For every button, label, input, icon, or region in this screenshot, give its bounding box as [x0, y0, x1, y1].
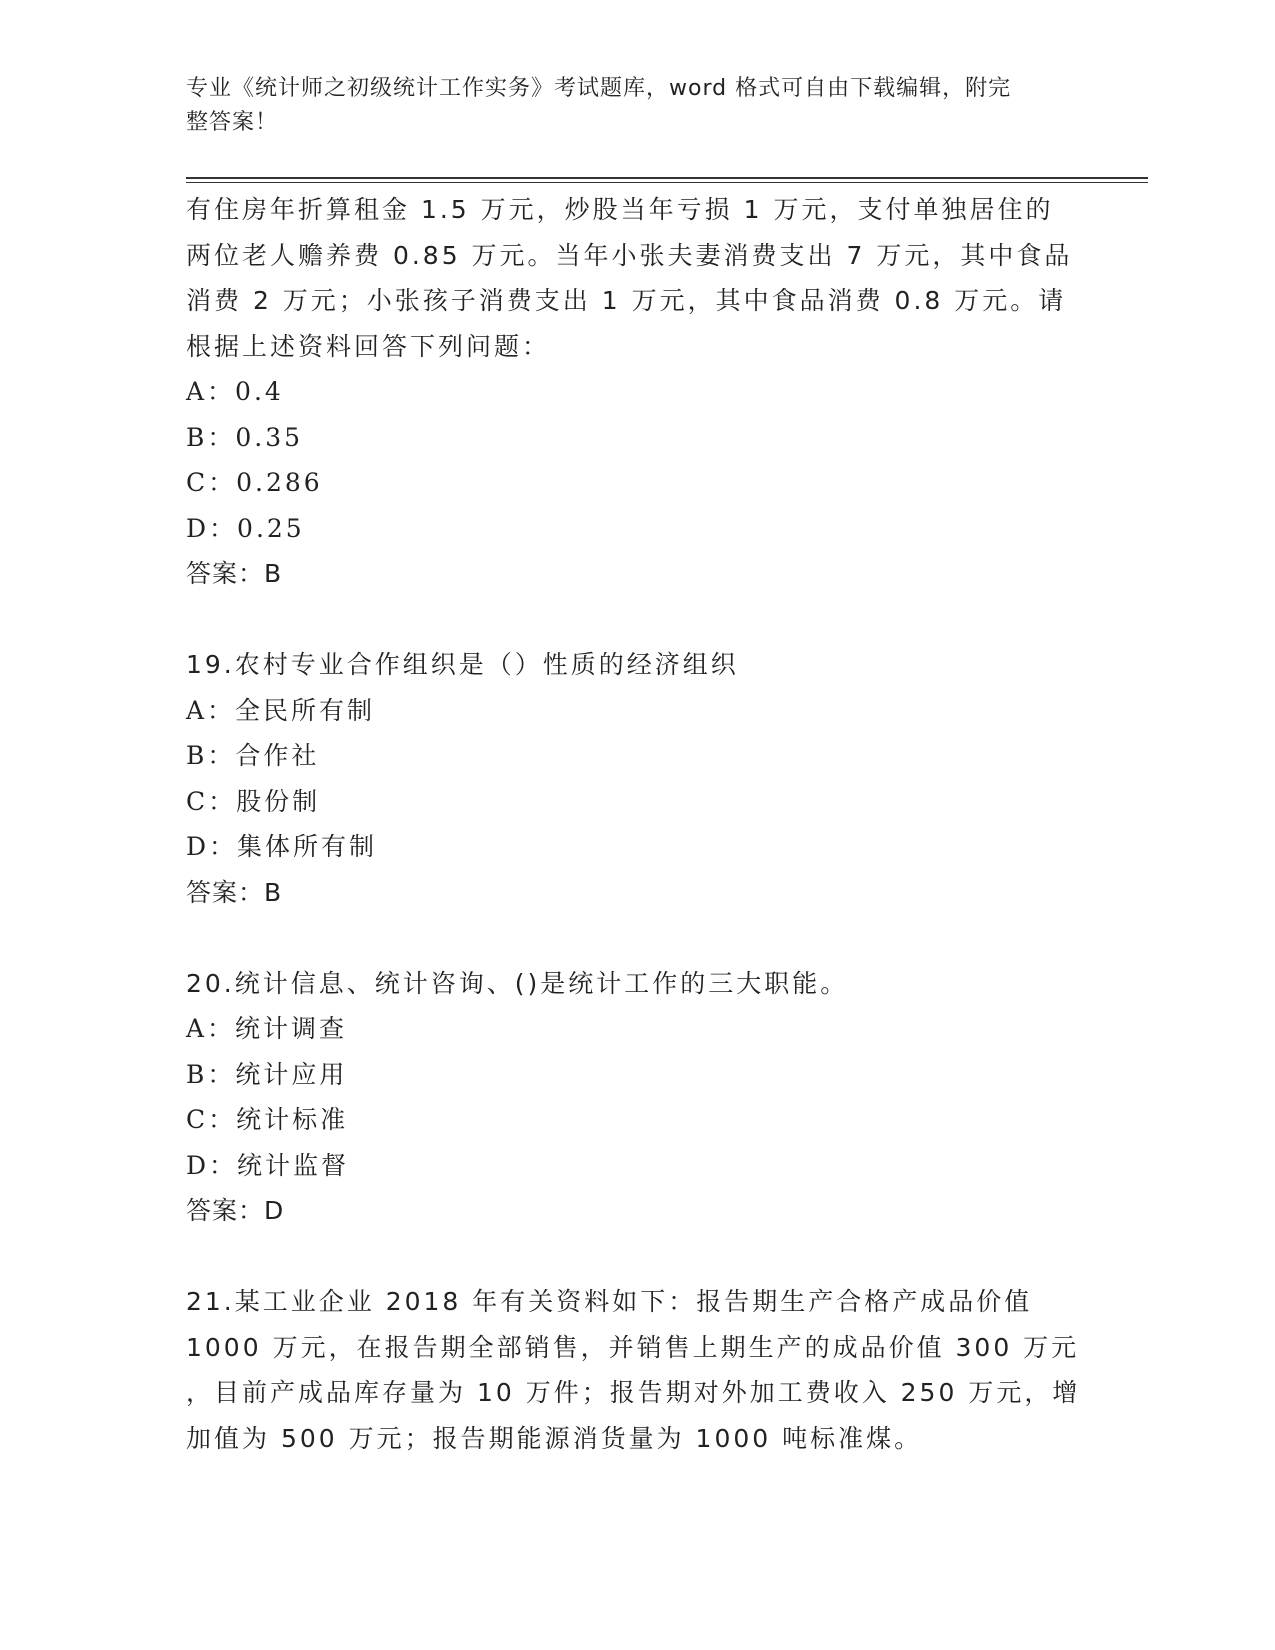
option-d: D：集体所有制 [186, 832, 378, 861]
question-text-line: 两位老人赡养费 0.85 万元。当年小张夫妻消费支出 7 万元，其中食品 [186, 240, 1073, 270]
spacer [186, 597, 1086, 643]
answer: 答案：B [186, 877, 283, 907]
option-d: D：0.25 [186, 513, 305, 543]
header-line-2: 整答案！ [186, 110, 279, 135]
header-divider-thin [186, 182, 1148, 183]
option-b: B：统计应用 [186, 1059, 348, 1089]
answer: 答案：D [186, 1196, 285, 1225]
option-c: C：统计标准 [186, 1105, 349, 1134]
question-text-line: 21.某工业企业 2018 年有关资料如下：报告期生产合格产成品价值 [186, 1287, 1033, 1316]
document-header [186, 72, 1066, 140]
question-stem: 19.农村专业合作组织是（）性质的经济组织 [186, 650, 739, 679]
option-c: C：0.286 [186, 468, 323, 497]
answer: 答案：B [186, 559, 283, 588]
question-continuation [186, 187, 1086, 597]
question-stem: 20.统计信息、统计咨询、()是统计工作的三大职能。 [186, 968, 849, 998]
option-a: A：0.4 [186, 377, 284, 406]
question-19 [186, 642, 1086, 915]
question-21 [186, 1279, 1086, 1461]
header-divider-thick [186, 177, 1148, 179]
spacer [186, 1234, 1086, 1280]
option-d: D：统计监督 [186, 1150, 350, 1180]
option-a: A：统计调查 [186, 1014, 348, 1043]
question-text-line: 根据上述资料回答下列问题： [186, 331, 551, 361]
question-text-line: 有住房年折算租金 1.5 万元，炒股当年亏损 1 万元，支付单独居住的 [186, 195, 1054, 224]
question-text-line: ，目前产成品库存量为 10 万件；报告期对外加工费收入 250 万元，增 [186, 1378, 1081, 1407]
option-b: B：合作社 [186, 741, 320, 770]
header-line-1: 专业《统计师之初级统计工作实务》考试题库，word 格式可自由下载编辑，附完 [186, 76, 1012, 101]
document-body [186, 187, 1086, 1461]
option-b: B：0.35 [186, 422, 304, 452]
spacer [186, 915, 1086, 961]
option-c: C：股份制 [186, 786, 321, 816]
question-text-line: 消费 2 万元；小张孩子消费支出 1 万元，其中食品消费 0.8 万元。请 [186, 286, 1067, 315]
question-text-line: 1000 万元，在报告期全部销售，并销售上期生产的成品价值 300 万元 [186, 1332, 1080, 1362]
question-20 [186, 961, 1086, 1234]
question-text-line: 加值为 500 万元；报告期能源消货量为 1000 吨标准煤。 [186, 1423, 923, 1453]
option-a: A：全民所有制 [186, 695, 376, 725]
